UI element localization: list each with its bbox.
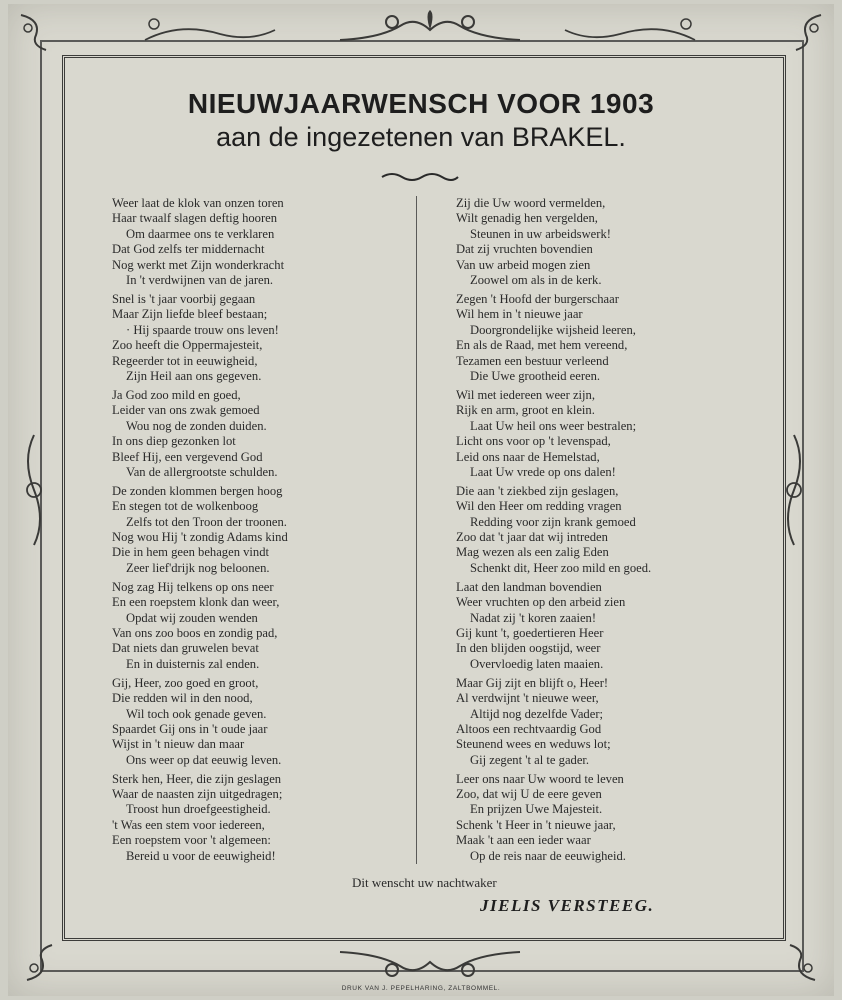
poem-left-column [112, 196, 412, 868]
poem-line: Om daarmee ons te verklaren [126, 226, 275, 241]
poem-line: Gij kunt 't, goedertieren Heer [456, 625, 604, 640]
poem-stanza [112, 196, 412, 288]
poem-line: Weer vruchten op den arbeid zien [456, 595, 626, 610]
title-flourish [380, 170, 460, 184]
poem-stanza [112, 292, 412, 384]
bottom-center-ornament [330, 946, 530, 982]
poem-line: Sterk hen, Heer, die zijn geslagen [112, 771, 282, 786]
poem-line: De zonden klommen bergen hoog [112, 483, 283, 498]
poem-line: Opdat wij zouden wenden [126, 610, 258, 625]
poster-title [0, 88, 842, 153]
poem-line: Maak 't aan een ieder waar [456, 833, 591, 848]
poem-line: En als de Raad, met hem vereend, [456, 338, 628, 353]
title-main: NIEUWJAARWENSCH VOOR 1903 [187, 88, 655, 119]
top-center-ornament [330, 8, 530, 46]
top-right-corner-ornament [776, 10, 826, 60]
poem-line: Wil den Heer om redding vragen [456, 499, 622, 514]
poem-line: Bleef Hij, een vergevend God [112, 449, 263, 464]
poem-stanza [112, 676, 412, 768]
poem-line: Nadat zij 't koren zaaien! [470, 610, 597, 625]
poem-line: Snel is 't jaar voorbij gegaan [112, 291, 256, 306]
title-subtitle: aan de ingezetenen van BRAKEL. [216, 122, 626, 152]
poem-line: Zeer lief'drijk nog beloonen. [126, 560, 270, 575]
poem-line: Overvloedig laten maaien. [470, 656, 604, 671]
poem-line: Zijn Heil aan ons gegeven. [126, 368, 262, 383]
poem-line: In 't verdwijnen van de jaren. [126, 273, 274, 288]
poem-line: Van de allergrootste schulden. [126, 464, 278, 479]
poem-line: Steunen in uw arbeidswerk! [470, 226, 611, 241]
poem-line: Wil toch ook genade geven. [126, 706, 267, 721]
top-left-scroll-ornament [140, 12, 280, 46]
poem-line: Rijk en arm, groot en klein. [456, 403, 595, 418]
poem-line: Die Uwe grootheid eeren. [470, 368, 601, 383]
poem-line: Zegen 't Hoofd der burgerschaar [456, 291, 619, 306]
poem-line: Die in hem geen behagen vindt [112, 545, 270, 560]
poem-stanza [112, 580, 412, 672]
poem-line: Altijd nog dezelfde Vader; [470, 706, 604, 721]
poem-line: En prijzen Uwe Majesteit. [470, 802, 603, 817]
poem-line: Weer laat de klok van onzen toren [112, 196, 284, 210]
poem-line: Ja God zoo mild en goed, [112, 387, 241, 402]
poem-line: Wijst in 't nieuw dan maar [112, 737, 245, 752]
top-left-corner-ornament [16, 10, 66, 60]
poem-stanza [456, 580, 756, 672]
left-side-ornament [18, 430, 50, 550]
poem-line: Steunend wees en weduws lot; [456, 737, 611, 752]
poem-line: Ons weer op dat eeuwig leven. [126, 752, 282, 767]
poem-line: Licht ons voor op 't levenspad, [456, 434, 611, 449]
poem-line: Zoo heeft die Oppermajesteit, [112, 338, 263, 353]
poem-line: Leid ons naar de Hemelstad, [456, 449, 600, 464]
poem-line: Nog zag Hij telkens op ons neer [112, 579, 274, 594]
poem-line: Van ons zoo boos en zondig pad, [112, 625, 278, 640]
poem-stanza [456, 484, 756, 576]
poem-line: Waar de naasten zijn uitgedragen; [112, 787, 283, 802]
poem-line: Troost hun droefgeestigheid. [126, 802, 271, 817]
poem-line: Laat Uw vrede op ons dalen! [470, 464, 616, 479]
poem-line: Wil met iedereen weer zijn, [456, 387, 596, 402]
column-divider [416, 196, 417, 864]
poem-line: Zij die Uw woord vermelden, [456, 196, 606, 210]
poem-line: Nog wou Hij 't zondig Adams kind [112, 530, 288, 545]
poem-line: En stegen tot de wolkenboog [112, 499, 259, 514]
poem-line: Tezamen een bestuur verleend [456, 353, 609, 368]
poem-line: Zelfs tot den Troon der troonen. [126, 514, 287, 529]
poem-line: Gij zegent 't al te gader. [470, 752, 590, 767]
bottom-left-corner-ornament [22, 940, 72, 986]
poem-line: Nog werkt met Zijn wonderkracht [112, 257, 285, 272]
right-side-ornament [778, 430, 810, 550]
poem-line: Leider van ons zwak gemoed [112, 403, 260, 418]
poem-stanza [456, 676, 756, 768]
top-right-scroll-ornament [560, 12, 700, 46]
poem-line: Dat zij vruchten bovendien [456, 242, 593, 257]
poem-stanza [456, 292, 756, 384]
poem-line: Die redden wil in den nood, [112, 691, 253, 706]
poem-line: Spaardet Gij ons in 't oude jaar [112, 721, 268, 736]
poem-line: Gij, Heer, zoo goed en groot, [112, 675, 259, 690]
poem-line: · Hij spaarde trouw ons leven! [126, 322, 279, 337]
printer-imprint: DRUK VAN J. PEPELHARING, ZALTBOMMEL. [341, 985, 501, 992]
poem-stanza [112, 484, 412, 576]
poem-line: In den blijden oogstijd, weer [456, 641, 601, 656]
poem-line: Redding voor zijn krank gemoed [470, 514, 636, 529]
poem-line: Maar Zijn liefde bleef bestaan; [112, 307, 268, 322]
poem-stanza [112, 772, 412, 864]
poem-line: En in duisternis zal enden. [126, 656, 260, 671]
poem-line: Schenk 't Heer in 't nieuwe jaar, [456, 817, 616, 832]
poem-line: Zoo dat 't jaar dat wij intreden [456, 530, 608, 545]
poem-line: Een roepstem voor 't algemeen: [112, 833, 271, 848]
poem-line: Wil hem in 't nieuwe jaar [456, 307, 583, 322]
poem-line: Bereid u voor de eeuwigheid! [126, 848, 276, 863]
poem-line: Die aan 't ziekbed zijn geslagen, [456, 483, 619, 498]
poem-line: Haar twaalf slagen deftig hooren [112, 211, 278, 226]
poem-line: 't Was een stem voor iedereen, [112, 817, 265, 832]
poem-line: Regeerder tot in eeuwigheid, [112, 353, 258, 368]
poem-line: Doorgrondelijke wijsheid leeren, [470, 322, 636, 337]
poem-line: Schenkt dit, Heer zoo mild en goed. [470, 560, 652, 575]
poem-line: Zoo, dat wij U de eere geven [456, 787, 602, 802]
poem-right-column [456, 196, 756, 868]
poem-line: Laat Uw heil ons weer bestralen; [470, 418, 637, 433]
poem-line: Altoos een rechtvaardig God [456, 721, 602, 736]
closing-line: Dit wenscht uw nachtwaker [352, 875, 497, 890]
poem-line: Leer ons naar Uw woord te leven [456, 771, 624, 786]
signature: JIELIS VERSTEEG. [480, 896, 655, 915]
poem-stanza [456, 772, 756, 864]
poem-stanza [456, 196, 756, 288]
poem-line: Dat niets dan gruwelen bevat [112, 641, 259, 656]
poem-line: Op de reis naar de eeuwigheid. [470, 848, 626, 863]
poem-stanza [456, 388, 756, 480]
poem-line: Laat den landman bovendien [456, 579, 602, 594]
poem-line: Wou nog de zonden duiden. [126, 418, 267, 433]
poem-stanza [112, 388, 412, 480]
poem-line: Maar Gij zijt en blijft o, Heer! [456, 675, 609, 690]
poem-line: Wilt genadig hen vergelden, [456, 211, 598, 226]
poem-line: En een roepstem klonk dan weer, [112, 595, 280, 610]
poem-line: Mag wezen als een zalig Eden [456, 545, 609, 560]
poem-line: Al verdwijnt 't nieuwe weer, [456, 691, 599, 706]
poem-line: Van uw arbeid mogen zien [456, 257, 591, 272]
poem-line: Zoowel om als in de kerk. [470, 273, 602, 288]
poem-line: Dat God zelfs ter middernacht [112, 242, 265, 257]
poem-line: In ons diep gezonken lot [112, 434, 236, 449]
bottom-right-corner-ornament [770, 940, 820, 986]
